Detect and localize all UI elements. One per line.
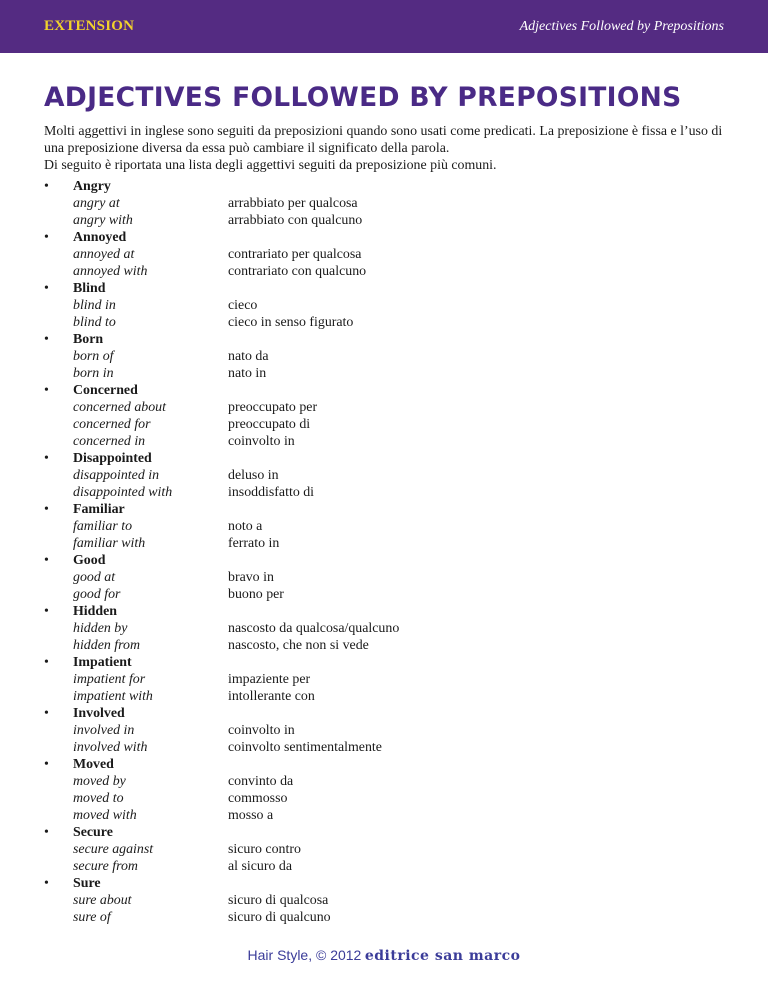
phrase-row <box>44 399 734 416</box>
italian-translation: contrariato per qualcosa <box>228 247 362 262</box>
list-item <box>44 382 734 450</box>
english-phrase: born of <box>73 349 114 364</box>
english-phrase: involved in <box>73 723 135 738</box>
english-phrase: concerned for <box>73 417 151 432</box>
adjective-headword: Born <box>73 332 104 347</box>
list-item <box>44 654 734 705</box>
italian-translation: coinvolto in <box>228 723 295 738</box>
english-phrase: sure about <box>73 893 132 908</box>
adjective-headword: Familiar <box>73 502 125 517</box>
english-phrase: annoyed at <box>73 247 135 262</box>
italian-translation: nascosto, che non si vede <box>228 638 369 653</box>
bullet-icon: • <box>44 757 49 772</box>
bullet-icon: • <box>44 451 49 466</box>
bullet-icon: • <box>44 332 49 347</box>
italian-translation: cieco in senso figurato <box>228 315 354 330</box>
italian-translation: al sicuro da <box>228 859 293 874</box>
english-phrase: secure from <box>73 859 138 874</box>
english-phrase: impatient with <box>73 689 153 704</box>
phrase-row <box>44 467 734 484</box>
running-title: Adjectives Followed by Prepositions <box>519 18 724 34</box>
english-phrase: impatient for <box>73 672 146 687</box>
footer <box>0 947 768 965</box>
italian-translation: contrariato con qualcuno <box>228 264 367 279</box>
list-item <box>44 450 734 501</box>
list-item <box>44 756 734 824</box>
italian-translation: bravo in <box>228 570 274 585</box>
phrase-row <box>44 569 734 586</box>
italian-translation: buono per <box>228 587 284 602</box>
adjective-headword: Annoyed <box>73 230 127 245</box>
english-phrase: disappointed in <box>73 468 160 483</box>
italian-translation: coinvolto in <box>228 434 295 449</box>
phrase-row <box>44 909 734 926</box>
english-phrase: moved with <box>73 808 137 823</box>
phrase-row <box>44 263 734 280</box>
list-item <box>44 875 734 926</box>
header-bar <box>0 0 768 53</box>
english-phrase: secure against <box>73 842 154 857</box>
bullet-icon: • <box>44 655 49 670</box>
phrase-row <box>44 416 734 433</box>
adjective-headword: Concerned <box>73 383 138 398</box>
adjective-headword: Hidden <box>73 604 118 619</box>
phrase-row <box>44 365 734 382</box>
list-item <box>44 331 734 382</box>
italian-translation: sicuro di qualcosa <box>228 893 329 908</box>
adjective-headword: Sure <box>73 876 101 891</box>
phrase-row <box>44 807 734 824</box>
italian-translation: arrabbiato con qualcuno <box>228 213 363 228</box>
italian-translation: nato in <box>228 366 267 381</box>
english-phrase: good for <box>73 587 121 602</box>
list-item <box>44 501 734 552</box>
bullet-icon: • <box>44 179 49 194</box>
phrase-row <box>44 688 734 705</box>
phrase-row <box>44 212 734 229</box>
phrase-row <box>44 671 734 688</box>
english-phrase: disappointed with <box>73 485 173 500</box>
page-title: ADJECTIVES FOLLOWED BY PREPOSITIONS <box>44 82 682 113</box>
phrase-row <box>44 348 734 365</box>
phrase-row <box>44 790 734 807</box>
list-item <box>44 552 734 603</box>
list-item <box>44 178 734 229</box>
section-label: EXTENSION <box>44 18 135 34</box>
adjective-headword: Good <box>73 553 106 568</box>
phrase-row <box>44 195 734 212</box>
bullet-icon: • <box>44 383 49 398</box>
adjective-headword: Impatient <box>73 655 132 670</box>
italian-translation: mosso a <box>228 808 274 823</box>
phrase-row <box>44 246 734 263</box>
italian-translation: coinvolto sentimentalmente <box>228 740 382 755</box>
bullet-icon: • <box>44 604 49 619</box>
english-phrase: blind to <box>73 315 116 330</box>
english-phrase: sure of <box>73 910 111 925</box>
english-phrase: moved to <box>73 791 124 806</box>
italian-translation: intollerante con <box>228 689 315 704</box>
publisher-name: editrice san marco <box>364 948 521 964</box>
bullet-icon: • <box>44 502 49 517</box>
phrase-row <box>44 297 734 314</box>
italian-translation: arrabbiato per qualcosa <box>228 196 358 211</box>
italian-translation: noto a <box>228 519 263 534</box>
english-phrase: blind in <box>73 298 116 313</box>
phrase-row <box>44 773 734 790</box>
intro-paragraph: Molti aggettivi in inglese sono seguiti da preposizioni quando sono usati come predicati. La preposizione è fissa e l’uso di una preposizione diversa da essa può cambiare il significato della parola. <box>44 124 723 156</box>
adjective-headword: Angry <box>73 179 111 194</box>
phrase-row <box>44 739 734 756</box>
phrase-row <box>44 620 734 637</box>
phrase-row <box>44 858 734 875</box>
phrase-row <box>44 484 734 501</box>
english-phrase: annoyed with <box>73 264 148 279</box>
english-phrase: hidden by <box>73 621 128 636</box>
english-phrase: familiar with <box>73 536 146 551</box>
phrase-row <box>44 535 734 552</box>
list-item <box>44 603 734 654</box>
adjective-headword: Blind <box>73 281 106 296</box>
adjective-headword: Involved <box>73 706 125 721</box>
italian-translation: sicuro di qualcuno <box>228 910 331 925</box>
italian-translation: sicuro contro <box>228 842 301 857</box>
english-phrase: born in <box>73 366 114 381</box>
english-phrase: angry at <box>73 196 120 211</box>
adjective-headword: Disappointed <box>73 451 152 466</box>
bullet-icon: • <box>44 876 49 891</box>
phrase-row <box>44 841 734 858</box>
english-phrase: moved by <box>73 774 126 789</box>
italian-translation: preoccupato per <box>228 400 318 415</box>
english-phrase: angry with <box>73 213 133 228</box>
italian-translation: nascosto da qualcosa/qualcuno <box>228 621 400 636</box>
phrase-row <box>44 637 734 654</box>
phrase-row <box>44 892 734 909</box>
italian-translation: preoccupato di <box>228 417 311 432</box>
italian-translation: nato da <box>228 349 269 364</box>
english-phrase: concerned about <box>73 400 166 415</box>
phrase-row <box>44 433 734 450</box>
phrase-row <box>44 314 734 331</box>
italian-translation: cieco <box>228 298 258 313</box>
english-phrase: concerned in <box>73 434 146 449</box>
bullet-icon: • <box>44 553 49 568</box>
adjective-headword: Moved <box>73 757 114 772</box>
list-item <box>44 229 734 280</box>
italian-translation: deluso in <box>228 468 279 483</box>
intro-text <box>44 123 734 174</box>
italian-translation: impaziente per <box>228 672 311 687</box>
italian-translation: insoddisfatto di <box>228 485 315 500</box>
bullet-icon: • <box>44 825 49 840</box>
intro-paragraph: Di seguito è riportata una lista degli aggettivi seguiti da preposizione più comuni. <box>44 158 497 173</box>
footer-copyright: Hair Style, © 2012 <box>247 947 362 963</box>
italian-translation: commosso <box>228 791 288 806</box>
english-phrase: involved with <box>73 740 148 755</box>
english-phrase: familiar to <box>73 519 133 534</box>
bullet-icon: • <box>44 230 49 245</box>
adjective-list <box>44 178 734 926</box>
phrase-row <box>44 518 734 535</box>
english-phrase: good at <box>73 570 116 585</box>
adjective-headword: Secure <box>73 825 113 840</box>
english-phrase: hidden from <box>73 638 141 653</box>
list-item <box>44 824 734 875</box>
bullet-icon: • <box>44 281 49 296</box>
list-item <box>44 705 734 756</box>
list-item <box>44 280 734 331</box>
phrase-row <box>44 722 734 739</box>
phrase-row <box>44 586 734 603</box>
bullet-icon: • <box>44 706 49 721</box>
italian-translation: convinto da <box>228 774 294 789</box>
italian-translation: ferrato in <box>228 536 280 551</box>
